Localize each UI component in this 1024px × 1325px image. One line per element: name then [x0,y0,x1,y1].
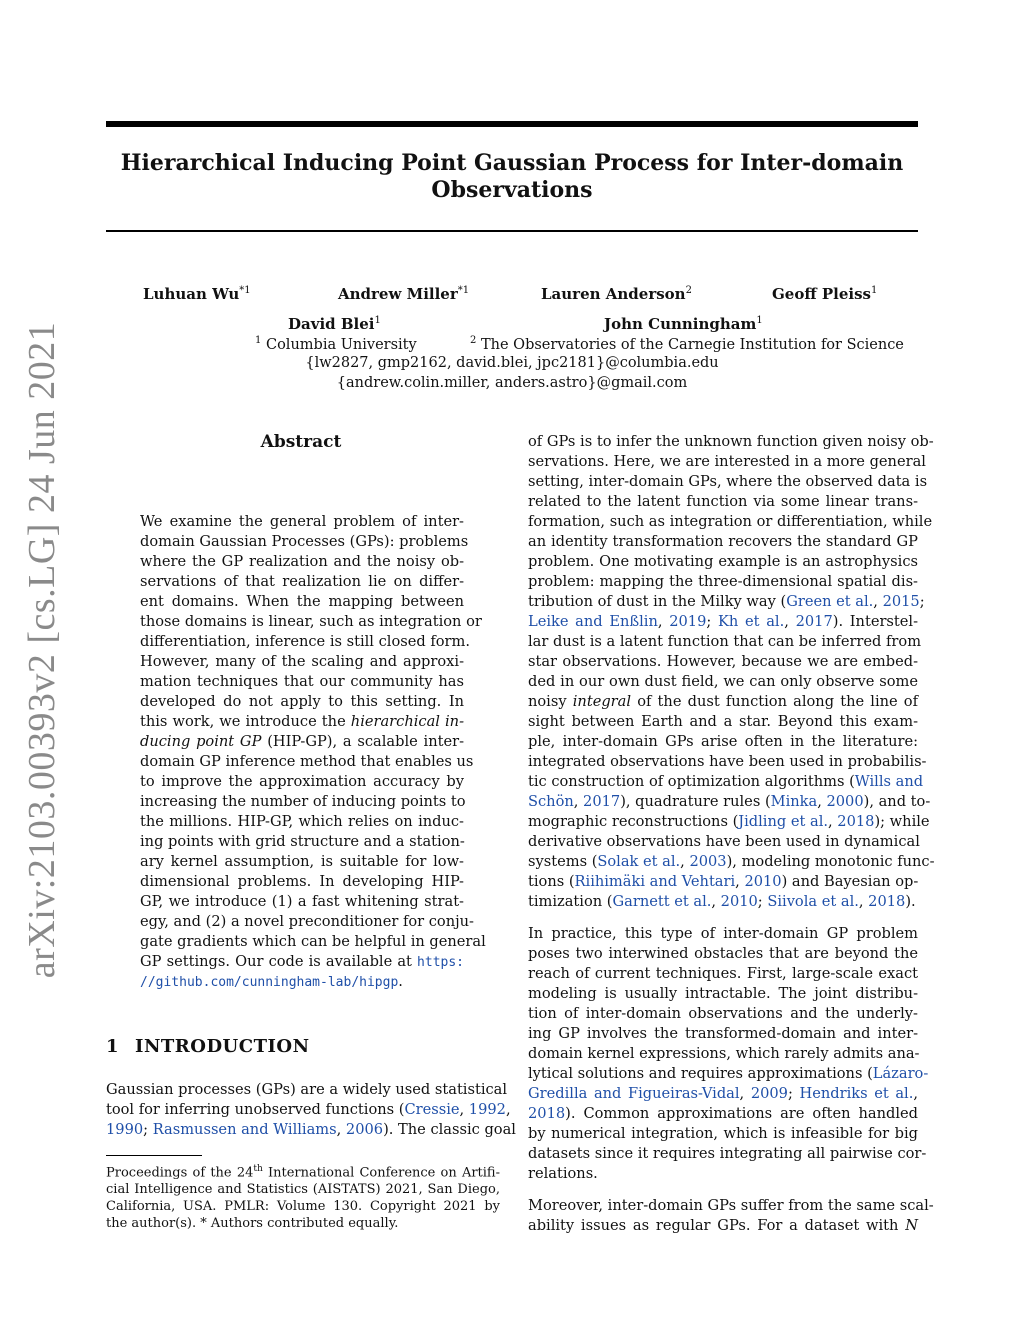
cite-2000[interactable]: 2000 [826,793,864,810]
cite-siivola[interactable]: Siivola et al. [767,893,859,910]
cite-2015[interactable]: 2015 [882,593,920,610]
footnote: Proceedings of the 24th International Conference on Artifi- cial Intelligence and Statistics (AISTATS) 2021, San Diego, California, USA. PMLR: Volume 130. Copyright 2021 by the author(s). * Authors contributed equally. [106,1164,500,1232]
cite-garnett[interactable]: Garnett et al. [612,893,712,910]
cite-2010b[interactable]: 2010 [720,893,758,910]
email-columbia: {lw2827, gmp2162, david.blei, jpc2181}@columbia.edu [305,355,719,371]
author-john-cunningham: John Cunningham$^1$ [604,315,763,333]
right-column-paragraph-3: Moreover, inter-domain GPs suffer from the same scal- ability issues as regular GPs. For a dataset with N [528,1197,934,1234]
code-link-continued[interactable]: //github.com/cunningham-lab/hipgp [140,975,399,990]
right-column-paragraph-2: In practice, this type of inter-domain GP problem poses two interwined obstacles that are beyond the reach of current techniques. First, large-scale exact modeling is usually intractable. The joint distribu- tion of inter-domain observations and the underly- ing GP involves the transformed-domain and inter- domain kernel expressions, which rarely admits ana- lytical solutions and requires approximations (Lázaro- Gredilla and Figueiras-Vidal, 2009; Hendriks et al., 2018). Common approximations are often handled by numerical integration, which is infeasible for big datasets since it requires integrating all pairwise cor- relations. [528,925,929,1182]
abstract-heading: Abstract [260,432,342,452]
introduction-paragraph: Gaussian processes (GPs) are a widely used statistical tool for inferring unobserved functions (Cressie, 1992, 1990; Rasmussen and Williams, 2006). The classic goal [106,1081,516,1138]
cite-2017[interactable]: 2017 [795,613,833,630]
cite-wills-schon[interactable]: Wills and [854,773,924,790]
title-bottom-rule [106,230,918,232]
footnote-rule [106,1155,202,1156]
arxiv-identifier-sidebar [20,321,64,979]
code-link[interactable]: https: [417,955,465,970]
cite-riihimaki-vehtari[interactable]: Riihimäki and Vehtari [574,873,736,890]
affiliation-2: $^2$ The Observatories of the Carnegie Institution for Science [470,335,904,353]
cite-2018c[interactable]: 2018 [528,1105,566,1122]
cite-minka[interactable]: Minka [770,793,818,810]
email-gmail: {andrew.colin.miller, anders.astro}@gmail.com [336,375,688,391]
cite-schon[interactable]: Schön [528,793,574,810]
title-line-2: Observations [431,177,593,203]
abstract-body: We examine the general problem of inter- domain Gaussian Processes (GPs): problems where the GP realization and the noisy ob- servations of that realization lie on differ- ent domains. When the mapping between those domains is linear, such as integration or differentiation, inference is still closed form. However, many of the scaling and approxi- mation techniques that our community has developed do not apply to this setting. In this work, we introduce the hierarchical in- ducing point GP (HIP-GP), a scalable inter- domain GP inference method that enables us to improve the approximation accuracy by increasing the number of inducing points to the millions. HIP-GP, which relies on induc- ing points with grid structure and a station- ary kernel assumption, is suitable for low- dimensional problems. In developing HIP- GP, we introduce (1) a fast whitening strat- egy, and (2) a novel preconditioner for conju- gate gradients which can be helpful in general GP settings. Our code is available at https: //github.com/cunningham-lab/hipgp. [140,513,486,990]
cite-2018[interactable]: 2018 [837,813,875,830]
title-top-rule [106,121,918,127]
cite-lazaro-gredilla[interactable]: Lázaro- [872,1065,929,1082]
author-geoff-pleiss: Geoff Pleiss$^1$ [772,285,878,303]
cite-2018b[interactable]: 2018 [868,893,906,910]
cite-figueiras-vidal[interactable]: Gredilla and Figueiras-Vidal [528,1085,740,1102]
author-luhuan-wu: Luhuan Wu$^{*1}$ [143,285,251,303]
title-line-1: Hierarchical Inducing Point Gaussian Process for Inter-domain [120,150,904,176]
cite-solak[interactable]: Solak et al. [597,853,681,870]
author-david-blei: David Blei$^1$ [288,315,381,333]
cite-green[interactable]: Green et al. [786,593,874,610]
cite-jidling[interactable]: Jidling et al. [738,813,829,830]
cite-1992[interactable]: 1992 [468,1101,506,1118]
paper-title [106,150,918,204]
cite-2009[interactable]: 2009 [750,1085,788,1102]
cite-2017b[interactable]: 2017 [583,793,621,810]
cite-rasmussen-williams[interactable]: Rasmussen and Williams [152,1121,337,1138]
cite-2003[interactable]: 2003 [689,853,727,870]
cite-2010[interactable]: 2010 [744,873,782,890]
cite-cressie[interactable]: Cressie [404,1101,460,1118]
section-heading-introduction: 1 INTRODUCTION [106,1036,310,1057]
cite-hendriks[interactable]: Hendriks et al. [799,1085,914,1102]
author-lauren-anderson: Lauren Anderson$^2$ [541,285,692,303]
arxiv-id: arXiv:2103.00393v2 [cs.LG] 24 Jun 2021 [21,321,63,979]
author-andrew-miller: Andrew Miller$^{*1}$ [338,285,470,303]
cite-1990[interactable]: 1990 [106,1121,144,1138]
cite-2019[interactable]: 2019 [669,613,707,630]
affiliation-1: $^1$ Columbia University [255,335,417,353]
cite-leike-ensslin[interactable]: Leike and Enßlin [528,613,658,630]
cite-kh[interactable]: Kh et al. [718,613,785,630]
cite-2006[interactable]: 2006 [345,1121,384,1138]
right-column-paragraph-1: of GPs is to infer the unknown function given noisy ob- servations. Here, we are interested in a more general setting, inter-domain GPs, where the observed data is related to the latent function via some linear trans- formation, such as integration or differentiation, while an identity transformation recovers the standard GP problem. One motivating example is an astrophysics problem: mapping the three-dimensional spatial dis- tribution of dust in the Milky way (Green et al., 2015; Leike and Enßlin, 2019; Kh et al., 2017). Interstel- lar dust is a latent function that can be inferred from star observations. However, because we are embed- ded in our own dust field, we can only observe some noisy integral of the dust function along the line of sight between Earth and a star. Beyond this exam- ple, inter-domain GPs arise often in the literature: integrated observations have been used in probabilis- tic construction of optimization algorithms (Wills and Schön, 2017), quadrature rules (Minka, 2000), and to- mographic reconstructions (Jidling et al., 2018); while derivative observations have been used in dynamical systems (Solak et al., 2003), modeling monotonic func- tions (Riihimäki and Vehtari, 2010) and Bayesian op- timization (Garnett et al., 2010; Siivola et al., 2018). [528,433,935,910]
